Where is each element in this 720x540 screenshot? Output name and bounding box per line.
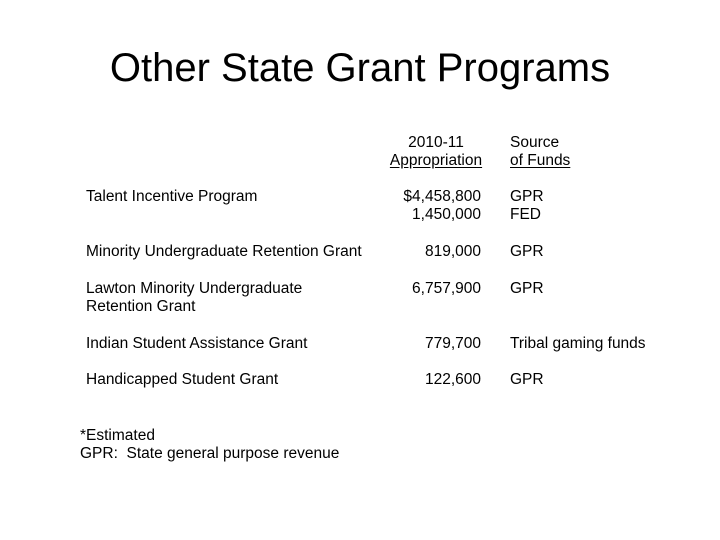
fund-source: GPR [510,188,544,205]
program-name: Talent Incentive Program [86,188,258,205]
appropriation-amount: 6,757,900 [412,280,481,297]
appropriation-header: Appropriation [389,152,483,169]
appropriation-header-year: 2010-11 [408,134,464,151]
appropriation-amount: $4,458,800 [403,188,481,205]
appropriation-amount: 1,450,000 [412,206,481,223]
source-header: of Funds [510,152,571,169]
appropriation-amount: 122,600 [424,371,481,388]
appropriation-amount: 819,000 [424,243,481,260]
program-name: Minority Undergraduate Retention Grant [86,243,362,260]
footnote-gpr: GPR: State general purpose revenue [80,445,340,462]
footnote-estimated: *Estimated [80,427,155,444]
appropriation-amount: 779,700 [424,335,481,352]
fund-source: GPR [510,371,544,388]
program-name: Lawton Minority Undergraduate [86,280,303,297]
program-name-line2: Retention Grant [86,298,196,315]
page-title: Other State Grant Programs [109,46,611,90]
fund-source: FED [510,206,541,223]
program-name: Indian Student Assistance Grant [86,335,308,352]
program-name: Handicapped Student Grant [86,371,279,388]
source-header-line1: Source [510,134,560,151]
fund-source: Tribal gaming funds [510,335,646,352]
fund-source: GPR [510,280,544,297]
fund-source: GPR [510,243,544,260]
